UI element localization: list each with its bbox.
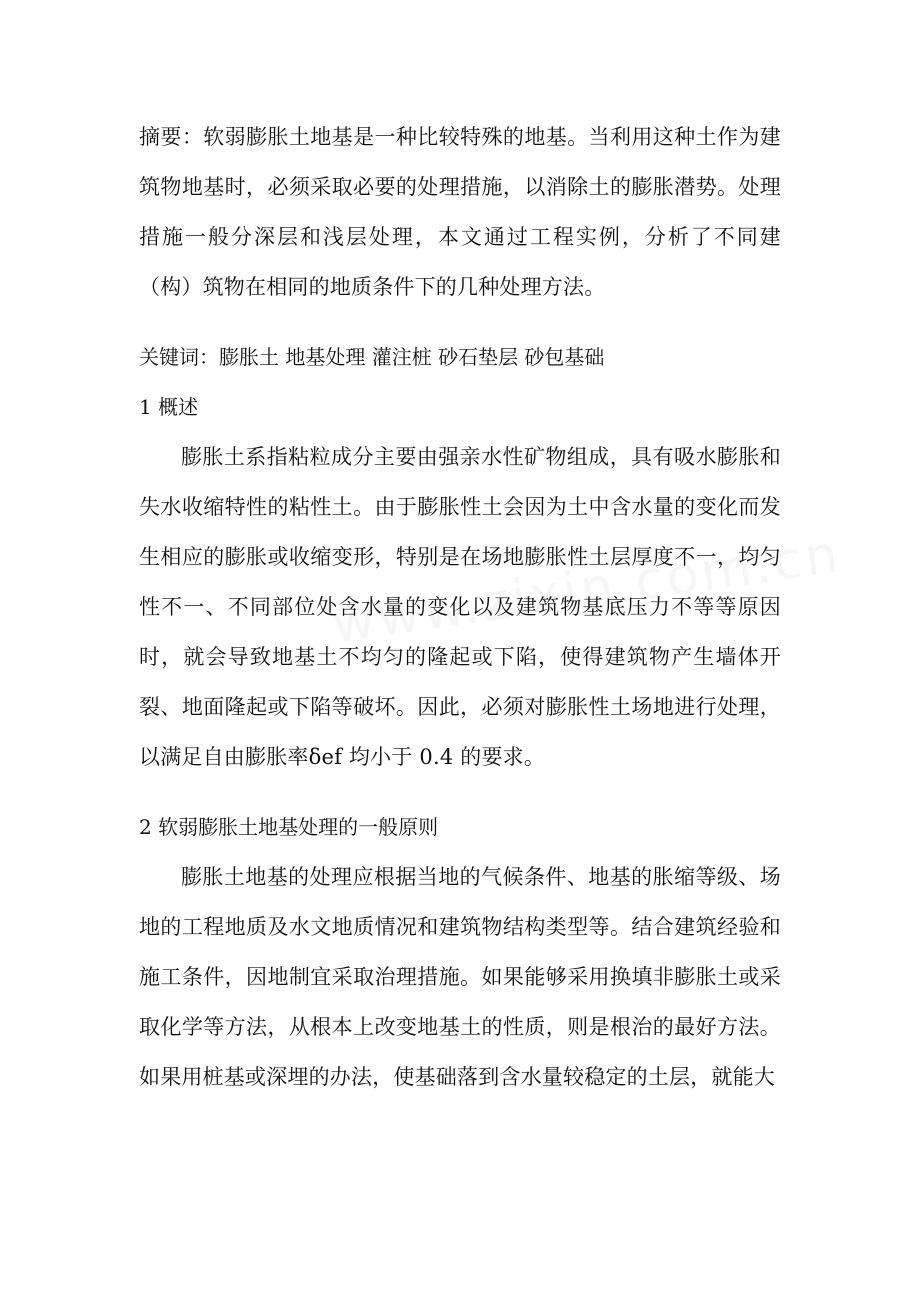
- abstract-paragraph: 摘要：软弱膨胀土地基是一种比较特殊的地基。当利用这种土作为建筑物地基时，必须采取必要的处理措施，以消除土的膨胀潜势。处理措施一般分深层和浅层处理，本文通过工程实例，分析了不同建（构）筑物在相同的地质条件下的几种处理方法。: [139, 125, 781, 299]
- section-1-paragraph: 膨胀土系指粘粒成分主要由强亲水性矿物组成，具有吸水膨胀和失水收缩特性的粘性土。由于膨胀性土会因为土中含水量的变化而发生相应的膨胀或收缩变形，特别是在场地膨胀性土层厚度不一，均匀性不一、不同部位处含水量的变化以及建筑物基底压力不等等原因时，就会导致地基土不均匀的隆起或下陷，使得建筑物产生墙体开裂、地面隆起或下陷等破坏。因此，必须对膨胀性土场地进行处理，以满足自由膨胀率δef 均小于 0.4 的要求。: [139, 445, 781, 769]
- keywords-line: 关键词：膨胀土 地基处理 灌注桩 砂石垫层 砂包基础: [139, 345, 605, 369]
- section-1-heading: 1 概述: [139, 395, 199, 419]
- section-2-paragraph: 膨胀土地基的处理应根据当地的气候条件、地基的胀缩等级、场地的工程地质及水文地质情况和建筑物结构类型等。结合建筑经验和施工条件，因地制宜采取治理措施。如果能够采用换填非膨胀土或采取化学等方法，从根本上改变地基土的性质，则是根治的最好方法。如果用桩基或深埋的办法，使基础落到含水量较稳定的土层，就能大: [139, 865, 781, 1089]
- document-page: [139, 112, 781, 1102]
- section-2-heading: 2 软弱膨胀土地基处理的一般原则: [139, 815, 439, 839]
